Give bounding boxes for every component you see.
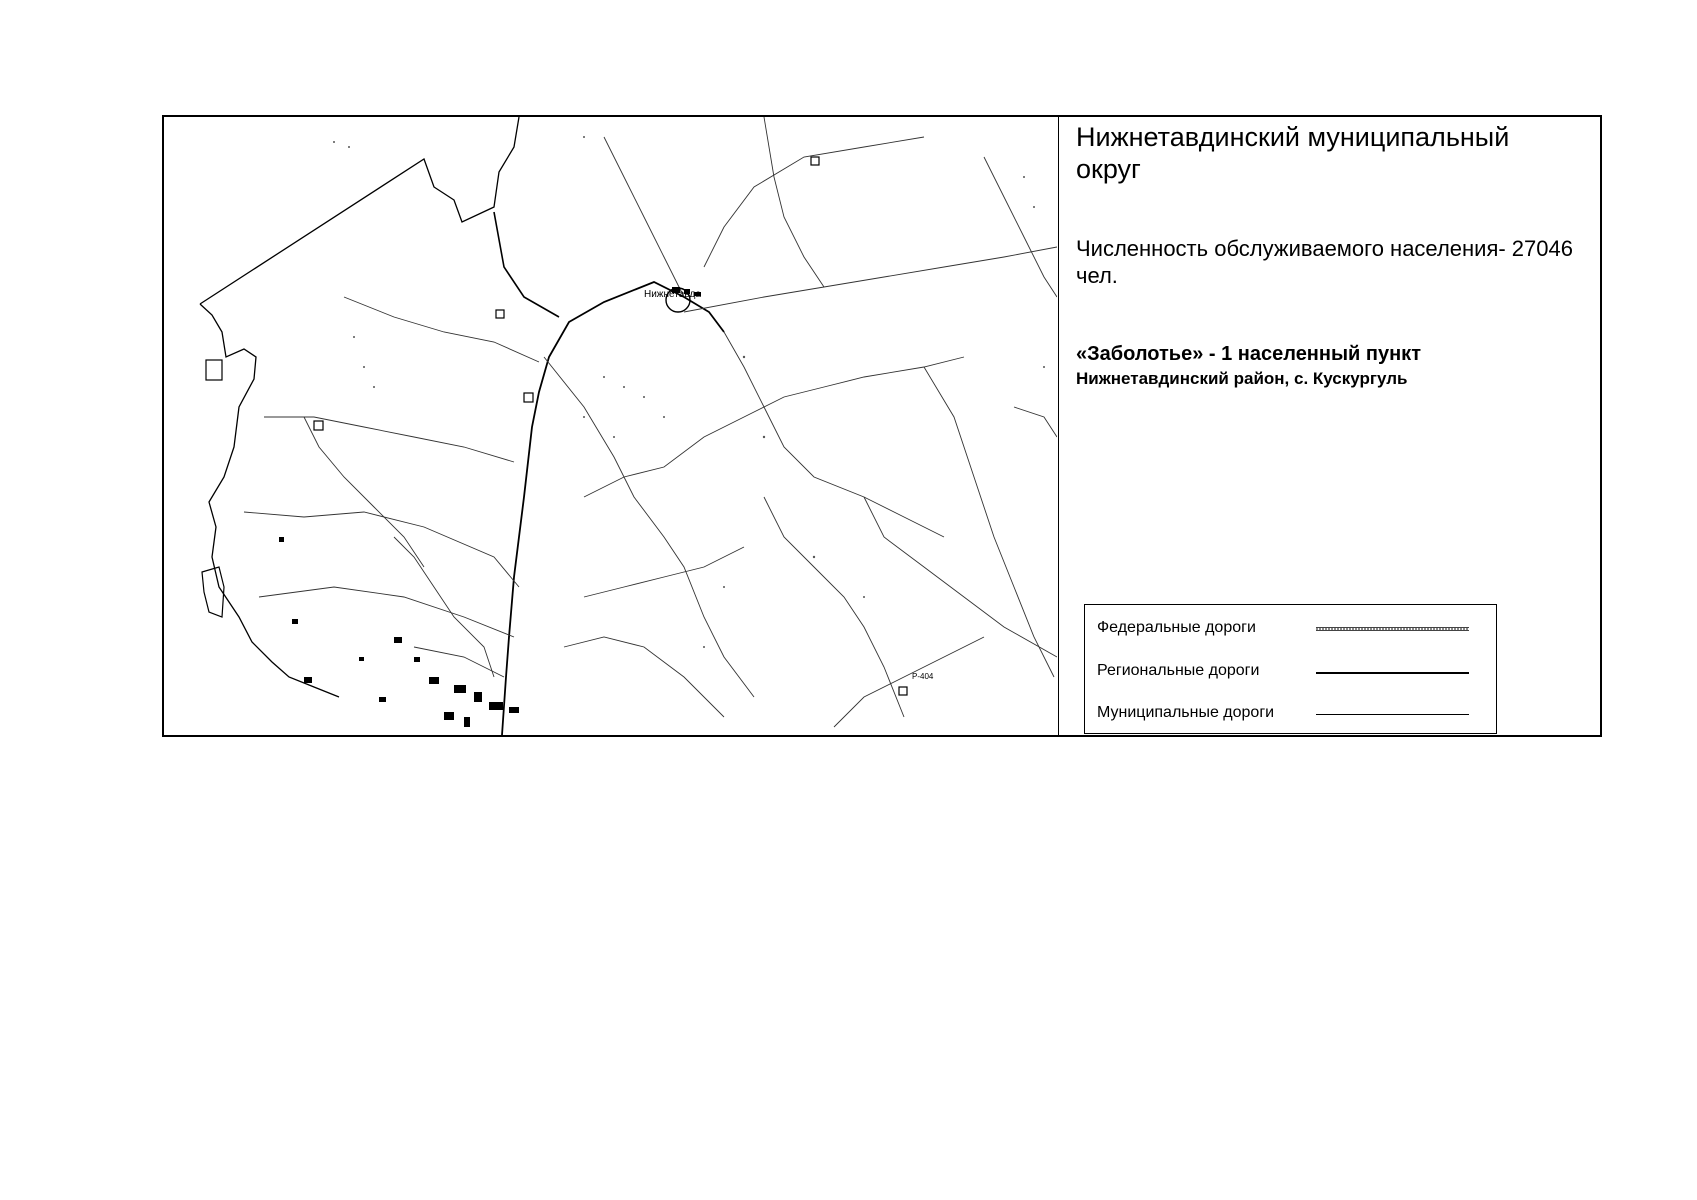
settlement-markers bbox=[314, 157, 907, 695]
southern-settlements bbox=[279, 537, 519, 727]
map-legend bbox=[1084, 604, 1497, 734]
road-code-label: Р-404 bbox=[912, 672, 934, 681]
legend-item-regional bbox=[1097, 658, 1487, 686]
regional-road-main bbox=[502, 282, 724, 735]
population-text: Численность обслуживаемого населения- 27046 чел. bbox=[1076, 236, 1573, 288]
legend-item-federal bbox=[1097, 615, 1487, 643]
enclave-box bbox=[206, 360, 222, 380]
town-label: Нижнетавда bbox=[644, 289, 701, 300]
legend-label: Муниципальные дороги bbox=[1097, 704, 1275, 721]
regional-road-swatch bbox=[1316, 672, 1469, 674]
site-address: Нижнетавдинский район, с. Кускургуль bbox=[1076, 369, 1408, 388]
district-map bbox=[164, 117, 1057, 735]
federal-road-swatch bbox=[1316, 627, 1469, 631]
municipal-road-swatch bbox=[1316, 714, 1469, 715]
info-panel bbox=[1066, 117, 1596, 735]
site-name: «Заболотье» - 1 населенный пункт bbox=[1076, 343, 1421, 365]
legend-label: Федеральные дороги bbox=[1097, 619, 1256, 636]
district-boundary bbox=[200, 117, 519, 304]
legend-label: Региональные дороги bbox=[1097, 662, 1260, 679]
district-boundary-west bbox=[200, 304, 339, 697]
municipal-roads bbox=[244, 117, 1057, 727]
district-title: Нижнетавдинский муниципальный округ bbox=[1076, 122, 1510, 184]
district-boundary-sw bbox=[202, 567, 224, 617]
map-panel bbox=[164, 117, 1059, 735]
legend-item-municipal bbox=[1097, 700, 1487, 728]
regional-road-north bbox=[494, 212, 559, 317]
map-sheet-frame bbox=[162, 115, 1602, 737]
